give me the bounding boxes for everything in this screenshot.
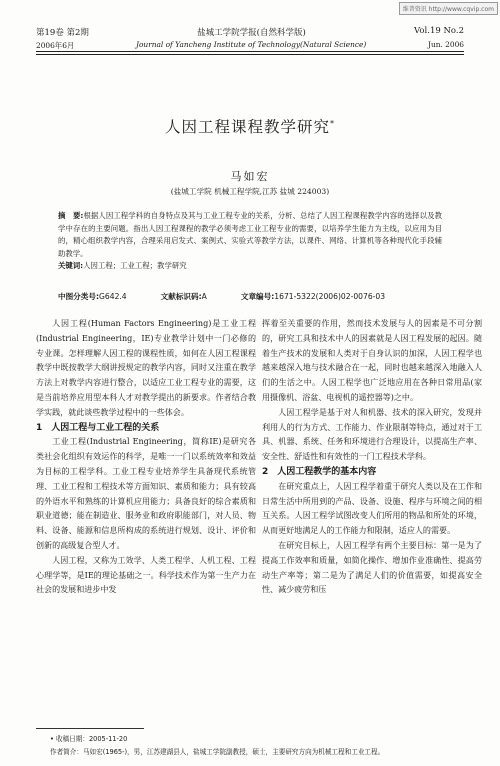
running-header-second: [36, 40, 464, 51]
abstract-block: [58, 210, 442, 273]
volume-en: Vol.19 No.2: [414, 26, 464, 36]
section-2-paragraph-2: 在研究目标上，人因工程学有两个主要目标：第一是为了提高工作效率和质量，如简化操作、增加作业准确性、提高劳动生产率等；第二是为了满足人们的价值需要，如提高安全性、减少疲劳和压: [262, 540, 482, 595]
section-1-paragraph-1: 工业工程(Industrial Engineering，简称IE)是研究各类社会化组织有效运作的科学，是唯一一门以系统效率和效益为目标的工程学科。工业工程专业培养学生具备现代系统管理、工业工程和工程技术等方面知识、素质和能力；具有较高的外语水平和熟练的计算机应用能力；具备良好的综合素质和职业道德；能在制造业、服务业和政府职能部门，对人员、物料、设备、能源和信息所构成的系统进行规划、设计、评价和创新的高级复合型人才。: [36, 437, 256, 550]
volume-cn: 第19卷 第2期: [36, 28, 89, 38]
intro-paragraph: 人因工程(Human Factors Engineering)是工业工程(Industrial Engineering，IE)专业教学计划中一门必修的专业课。怎样理解人因工程的课程性质，如何在人因工程课程教学中既按教学大纲讲授规定的教学内容，同时又注重在教学方法上对教学内容进行整合，以适应工业工程专业的需要，这是当前培养应用型本科人才对教学提出的新要求。作者结合教学实践，就此谈些教学过程中的一些体会。: [36, 319, 256, 417]
keywords-label: 关键词:: [58, 261, 84, 271]
keywords: 人因工程；工业工程；教学研究: [83, 261, 187, 271]
running-header: [36, 26, 464, 38]
section-1-heading: 1 人因工程与工业工程的关系: [36, 422, 160, 433]
abstract-label: 摘 要:: [58, 211, 84, 220]
footnote-author-bio: 作者简介：马如宏(1965-)，男，江苏建湖县人，盐城工学院副教授，硕士，主要研究方向为机械工程和工业工程。: [50, 748, 385, 756]
clc-number: 中图分类号:G642.4: [58, 292, 127, 301]
title-footnote-mark: *: [330, 118, 335, 128]
header-rule-top: [36, 51, 464, 52]
body-column-right: [262, 317, 482, 598]
author-affiliation: (盐城工学院 机械工程学院,江苏 盐城 224003): [170, 187, 330, 196]
section-2-paragraph-1: 在研究重点上，人因工程学着重于研究人类以及在工作和日常生活中所用到的产品、设备、设施、程序与环境之间的相互关系。人因工程学试图改变人们所用的物品和所处的环境，从而更好地满足人的工作能力和限制，适应人的需要。: [262, 481, 482, 536]
definition-paragraph: 人因工程学是基于对人和机器、技术的深入研究，发现并利用人的行为方式、工作能力、作业限制等特点，通过对于工具、机器、系统、任务和环境进行合理设计，以提高生产率、安全性、舒适性和有效性的一门工程技术学科。: [262, 407, 482, 462]
paper-title: 人因工程课程教学研究*: [164, 118, 335, 136]
document-code: 文献标识码:A: [160, 292, 207, 301]
footnote-received-date: • 收稿日期：2005-11-20: [50, 735, 128, 743]
watermark: 维普资讯 http://www.cqvip.com: [399, 2, 498, 15]
continued-paragraph: 挥着至关重要的作用，然而技术发展与人的因素是不可分割的，研究工具和技术中人的因素就是人因工程发展的起因。随着生产技术的发展和人类对于自身认识的加深，人因工程学也越来越深入地与技术融合在一起，同时也越来越深入地融入人们的生活之中。人因工程学也广泛地应用在各种日常用品(家用摄像机、浴盆、电视机的遥控器等)之中。: [262, 319, 482, 402]
classification-line: [58, 291, 442, 302]
section-2-heading: 2 人因工程教学的基本内容: [262, 466, 377, 477]
footnote-rule: [36, 728, 144, 729]
author-name: 马如宏: [230, 170, 270, 183]
journal-name-en: Journal of Yancheng Institute of Technology(Natural Science): [136, 40, 367, 49]
article-number: 文章编号:1671-5322(2006)02-0076-03: [240, 292, 386, 301]
date-cn: 2006年6月: [36, 41, 75, 50]
body-column-left: [36, 317, 256, 598]
journal-name-cn: 盐城工学院学报(自然科学版): [197, 28, 306, 38]
abstract-text: 根据人因工程学科的自身特点及其与工业工程专业的关系，分析、总结了人因工程课程教学内容的选择以及教学中存在的主要问题。指出人因工程课程的教学必须考虑工业工程专业的需要，以培养学生能力为主线，以应用为目的，精心组织教学内容，合理采用启发式、案例式、实验式等教学方法，以课件、网络、计算机等各种现代化手段辅助教学。: [58, 211, 442, 258]
header-rule-bottom: [36, 54, 464, 55]
section-1-paragraph-2: 人因工程，又称为工效学、人类工程学、人机工程、工程心理学等，是IE的理论基础之一。科学技术作为第一生产力在社会的发展和进步中发: [36, 555, 256, 595]
date-en: Jun. 2006: [428, 40, 464, 49]
